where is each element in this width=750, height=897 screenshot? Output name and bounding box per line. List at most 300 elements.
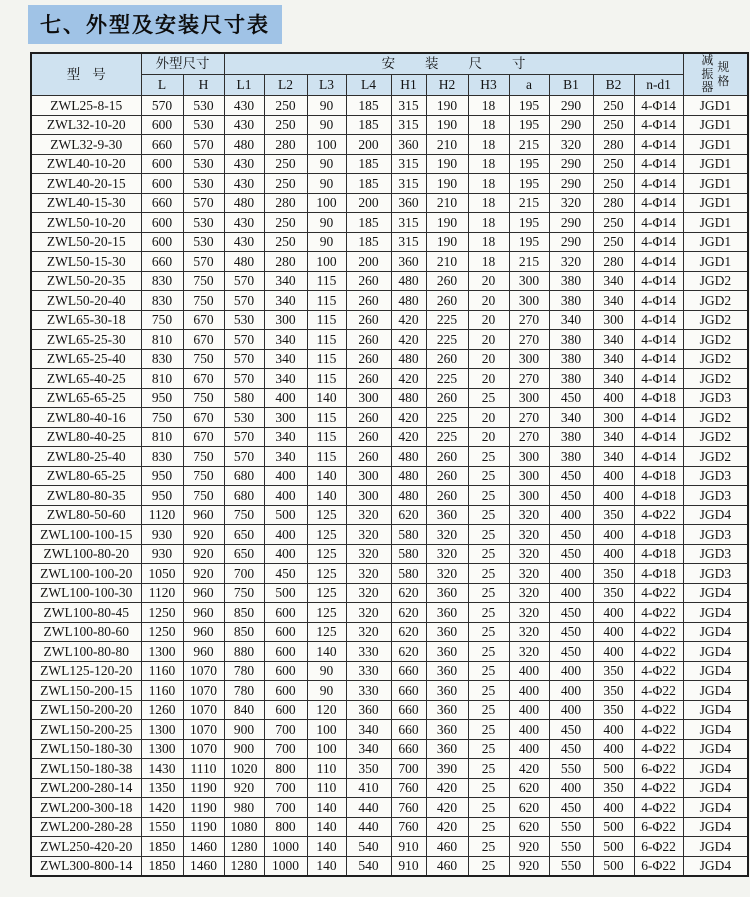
table-row	[31, 798, 748, 818]
cell-damper-spec: JGD2	[683, 330, 748, 350]
table-row	[31, 310, 748, 330]
cell-B2: 340	[593, 330, 634, 350]
cell-H3: 18	[468, 174, 509, 194]
cell-H2: 210	[426, 135, 468, 155]
cell-H: 670	[183, 330, 224, 350]
cell-a: 195	[509, 213, 549, 233]
cell-L2: 700	[264, 739, 307, 759]
cell-L: 830	[141, 447, 183, 467]
cell-a: 320	[509, 505, 549, 525]
cell-B1: 550	[549, 856, 593, 876]
cell-H: 750	[183, 291, 224, 311]
cell-L3: 125	[307, 564, 346, 584]
cell-H1: 420	[391, 408, 426, 428]
cell-damper-spec: JGD2	[683, 271, 748, 291]
cell-L1: 1280	[224, 856, 264, 876]
cell-H: 920	[183, 525, 224, 545]
cell-L: 930	[141, 525, 183, 545]
cell-L2: 1000	[264, 837, 307, 857]
cell-H1: 620	[391, 642, 426, 662]
cell-L3: 140	[307, 837, 346, 857]
cell-a: 215	[509, 193, 549, 213]
cell-B1: 400	[549, 700, 593, 720]
cell-H1: 580	[391, 564, 426, 584]
cell-L: 1120	[141, 583, 183, 603]
cell-H: 750	[183, 486, 224, 506]
cell-H3: 25	[468, 466, 509, 486]
cell-H: 570	[183, 193, 224, 213]
cell-H3: 25	[468, 739, 509, 759]
cell-B1: 400	[549, 583, 593, 603]
cell-L3: 100	[307, 193, 346, 213]
cell-n-d1: 6-Φ22	[634, 817, 683, 837]
cell-L4: 260	[346, 427, 391, 447]
cell-H3: 18	[468, 232, 509, 252]
cell-B2: 500	[593, 759, 634, 779]
cell-L2: 600	[264, 700, 307, 720]
cell-L4: 260	[346, 310, 391, 330]
cell-model: ZWL200-300-18	[31, 798, 141, 818]
cell-model: ZWL80-50-60	[31, 505, 141, 525]
cell-model: ZWL50-10-20	[31, 213, 141, 233]
cell-L4: 300	[346, 388, 391, 408]
cell-n-d1: 4-Φ22	[634, 681, 683, 701]
cell-H3: 20	[468, 271, 509, 291]
cell-L4: 200	[346, 193, 391, 213]
cell-H2: 320	[426, 544, 468, 564]
cell-L4: 185	[346, 232, 391, 252]
cell-damper-spec: JGD3	[683, 544, 748, 564]
cell-n-d1: 4-Φ14	[634, 193, 683, 213]
cell-n-d1: 4-Φ14	[634, 96, 683, 116]
cell-H2: 320	[426, 564, 468, 584]
table-row	[31, 583, 748, 603]
cell-L4: 340	[346, 720, 391, 740]
cell-n-d1: 4-Φ14	[634, 174, 683, 194]
cell-L: 810	[141, 330, 183, 350]
cell-H1: 480	[391, 486, 426, 506]
cell-H: 1190	[183, 798, 224, 818]
cell-H2: 420	[426, 817, 468, 837]
cell-H1: 760	[391, 778, 426, 798]
cell-L3: 100	[307, 720, 346, 740]
cell-L4: 260	[346, 369, 391, 389]
cell-H1: 360	[391, 135, 426, 155]
cell-L1: 750	[224, 583, 264, 603]
cell-H1: 910	[391, 856, 426, 876]
cell-damper-spec: JGD4	[683, 798, 748, 818]
cell-L3: 140	[307, 388, 346, 408]
cell-L1: 680	[224, 466, 264, 486]
cell-L2: 400	[264, 525, 307, 545]
cell-H2: 460	[426, 837, 468, 857]
cell-H1: 315	[391, 115, 426, 135]
header-B2: B2	[593, 74, 634, 95]
cell-L3: 125	[307, 622, 346, 642]
cell-H3: 20	[468, 369, 509, 389]
cell-n-d1: 4-Φ14	[634, 291, 683, 311]
cell-L3: 100	[307, 739, 346, 759]
cell-B2: 400	[593, 622, 634, 642]
cell-B1: 380	[549, 291, 593, 311]
cell-a: 300	[509, 271, 549, 291]
cell-H: 750	[183, 447, 224, 467]
cell-H1: 700	[391, 759, 426, 779]
cell-L1: 1020	[224, 759, 264, 779]
cell-H2: 225	[426, 330, 468, 350]
cell-B2: 500	[593, 856, 634, 876]
cell-model: ZWL200-280-14	[31, 778, 141, 798]
cell-H: 1070	[183, 700, 224, 720]
cell-L: 950	[141, 486, 183, 506]
cell-H2: 225	[426, 427, 468, 447]
cell-H: 750	[183, 349, 224, 369]
cell-L: 930	[141, 544, 183, 564]
cell-n-d1: 4-Φ14	[634, 154, 683, 174]
cell-model: ZWL150-200-15	[31, 681, 141, 701]
cell-L2: 340	[264, 330, 307, 350]
cell-H1: 315	[391, 232, 426, 252]
cell-a: 270	[509, 330, 549, 350]
cell-n-d1: 4-Φ22	[634, 778, 683, 798]
table-row	[31, 466, 748, 486]
cell-model: ZWL150-200-20	[31, 700, 141, 720]
cell-H1: 620	[391, 505, 426, 525]
cell-H3: 25	[468, 622, 509, 642]
cell-L3: 90	[307, 232, 346, 252]
cell-H2: 190	[426, 115, 468, 135]
cell-L2: 600	[264, 622, 307, 642]
cell-H2: 360	[426, 642, 468, 662]
cell-a: 620	[509, 778, 549, 798]
cell-B1: 450	[549, 622, 593, 642]
cell-L3: 110	[307, 759, 346, 779]
cell-H: 670	[183, 310, 224, 330]
cell-model: ZWL300-800-14	[31, 856, 141, 876]
cell-H3: 18	[468, 115, 509, 135]
cell-B1: 290	[549, 213, 593, 233]
cell-model: ZWL100-80-80	[31, 642, 141, 662]
cell-model: ZWL65-65-25	[31, 388, 141, 408]
table-row	[31, 349, 748, 369]
cell-H: 960	[183, 622, 224, 642]
header-damper-spec	[683, 53, 748, 96]
cell-a: 320	[509, 544, 549, 564]
table-row	[31, 115, 748, 135]
cell-H3: 25	[468, 778, 509, 798]
cell-H3: 25	[468, 564, 509, 584]
cell-damper-spec: JGD4	[683, 817, 748, 837]
cell-model: ZWL65-40-25	[31, 369, 141, 389]
cell-H1: 480	[391, 388, 426, 408]
cell-L3: 115	[307, 349, 346, 369]
cell-B2: 340	[593, 271, 634, 291]
cell-L1: 480	[224, 193, 264, 213]
table-row	[31, 739, 748, 759]
cell-B1: 400	[549, 778, 593, 798]
cell-B1: 450	[549, 720, 593, 740]
cell-B1: 320	[549, 252, 593, 272]
cell-B2: 400	[593, 544, 634, 564]
cell-L4: 330	[346, 681, 391, 701]
cell-model: ZWL32-9-30	[31, 135, 141, 155]
cell-damper-spec: JGD2	[683, 369, 748, 389]
cell-L2: 300	[264, 310, 307, 330]
cell-B2: 250	[593, 115, 634, 135]
cell-H2: 390	[426, 759, 468, 779]
cell-L4: 185	[346, 213, 391, 233]
cell-H1: 620	[391, 583, 426, 603]
cell-n-d1: 4-Φ18	[634, 388, 683, 408]
cell-B1: 290	[549, 154, 593, 174]
cell-H: 1190	[183, 817, 224, 837]
cell-L3: 115	[307, 330, 346, 350]
cell-L2: 340	[264, 291, 307, 311]
cell-model: ZWL150-200-25	[31, 720, 141, 740]
cell-a: 620	[509, 817, 549, 837]
cell-damper-spec: JGD4	[683, 759, 748, 779]
cell-H3: 25	[468, 388, 509, 408]
cell-L1: 750	[224, 505, 264, 525]
cell-n-d1: 4-Φ22	[634, 505, 683, 525]
cell-H3: 25	[468, 837, 509, 857]
cell-B1: 450	[549, 603, 593, 623]
cell-model: ZWL40-20-15	[31, 174, 141, 194]
cell-H3: 18	[468, 96, 509, 116]
cell-H2: 260	[426, 388, 468, 408]
cell-H2: 225	[426, 369, 468, 389]
cell-n-d1: 4-Φ14	[634, 271, 683, 291]
cell-H3: 20	[468, 349, 509, 369]
cell-L4: 260	[346, 408, 391, 428]
cell-B2: 400	[593, 466, 634, 486]
cell-L3: 90	[307, 154, 346, 174]
cell-L3: 90	[307, 213, 346, 233]
cell-L2: 400	[264, 388, 307, 408]
table-row	[31, 505, 748, 525]
cell-model: ZWL40-10-20	[31, 154, 141, 174]
cell-n-d1: 4-Φ22	[634, 603, 683, 623]
damper-label-right: 规格	[717, 60, 730, 88]
cell-L2: 280	[264, 193, 307, 213]
cell-L: 950	[141, 466, 183, 486]
cell-damper-spec: JGD3	[683, 388, 748, 408]
table-header	[31, 53, 748, 96]
cell-H2: 260	[426, 466, 468, 486]
cell-H1: 660	[391, 700, 426, 720]
cell-H3: 25	[468, 486, 509, 506]
table-row	[31, 427, 748, 447]
cell-model: ZWL65-25-30	[31, 330, 141, 350]
cell-L: 810	[141, 427, 183, 447]
cell-H2: 260	[426, 486, 468, 506]
cell-a: 195	[509, 96, 549, 116]
cell-L: 810	[141, 369, 183, 389]
cell-L2: 250	[264, 96, 307, 116]
cell-L3: 125	[307, 505, 346, 525]
header-L2: L2	[264, 74, 307, 95]
cell-L4: 260	[346, 291, 391, 311]
cell-damper-spec: JGD1	[683, 193, 748, 213]
cell-L: 600	[141, 115, 183, 135]
cell-L4: 200	[346, 252, 391, 272]
cell-H: 1190	[183, 778, 224, 798]
cell-H2: 360	[426, 505, 468, 525]
cell-L1: 1080	[224, 817, 264, 837]
cell-L1: 650	[224, 525, 264, 545]
damper-label-left: 减振器	[701, 53, 714, 95]
cell-L4: 320	[346, 564, 391, 584]
cell-H2: 260	[426, 349, 468, 369]
cell-damper-spec: JGD1	[683, 213, 748, 233]
cell-H3: 25	[468, 681, 509, 701]
cell-B1: 450	[549, 388, 593, 408]
cell-H1: 420	[391, 330, 426, 350]
cell-B1: 380	[549, 349, 593, 369]
table-row	[31, 330, 748, 350]
cell-L3: 115	[307, 291, 346, 311]
cell-H: 960	[183, 505, 224, 525]
cell-L4: 320	[346, 603, 391, 623]
cell-H: 1070	[183, 661, 224, 681]
cell-L1: 850	[224, 603, 264, 623]
table-row	[31, 271, 748, 291]
dimensions-table	[30, 52, 749, 877]
header-L3: L3	[307, 74, 346, 95]
table-row	[31, 622, 748, 642]
cell-damper-spec: JGD2	[683, 427, 748, 447]
cell-a: 400	[509, 700, 549, 720]
cell-H1: 315	[391, 174, 426, 194]
cell-H3: 25	[468, 798, 509, 818]
cell-B1: 290	[549, 232, 593, 252]
cell-L2: 340	[264, 369, 307, 389]
table-row	[31, 661, 748, 681]
cell-L: 660	[141, 252, 183, 272]
cell-L: 1120	[141, 505, 183, 525]
cell-B2: 400	[593, 739, 634, 759]
cell-H3: 20	[468, 427, 509, 447]
cell-L2: 700	[264, 778, 307, 798]
cell-a: 400	[509, 681, 549, 701]
table-row	[31, 837, 748, 857]
cell-L: 600	[141, 213, 183, 233]
cell-L3: 90	[307, 96, 346, 116]
cell-H1: 620	[391, 603, 426, 623]
cell-L1: 880	[224, 642, 264, 662]
cell-H1: 315	[391, 96, 426, 116]
cell-B2: 300	[593, 310, 634, 330]
cell-B2: 350	[593, 505, 634, 525]
cell-H1: 580	[391, 544, 426, 564]
cell-L4: 260	[346, 330, 391, 350]
table-row	[31, 486, 748, 506]
cell-L1: 840	[224, 700, 264, 720]
table-row	[31, 193, 748, 213]
cell-a: 320	[509, 583, 549, 603]
cell-a: 920	[509, 856, 549, 876]
cell-L2: 700	[264, 798, 307, 818]
cell-B2: 350	[593, 700, 634, 720]
cell-L1: 430	[224, 96, 264, 116]
cell-a: 320	[509, 525, 549, 545]
cell-a: 400	[509, 739, 549, 759]
cell-H1: 315	[391, 213, 426, 233]
cell-B1: 290	[549, 96, 593, 116]
cell-H2: 360	[426, 720, 468, 740]
header-H1: H1	[391, 74, 426, 95]
cell-damper-spec: JGD4	[683, 856, 748, 876]
cell-L3: 140	[307, 856, 346, 876]
cell-a: 300	[509, 349, 549, 369]
cell-damper-spec: JGD4	[683, 739, 748, 759]
cell-L1: 530	[224, 408, 264, 428]
cell-L2: 250	[264, 213, 307, 233]
cell-H2: 360	[426, 661, 468, 681]
cell-L: 950	[141, 388, 183, 408]
cell-L3: 140	[307, 817, 346, 837]
table-row	[31, 700, 748, 720]
cell-H3: 25	[468, 759, 509, 779]
cell-B2: 400	[593, 603, 634, 623]
table-row	[31, 408, 748, 428]
cell-H2: 190	[426, 174, 468, 194]
cell-H1: 480	[391, 291, 426, 311]
cell-L1: 480	[224, 135, 264, 155]
cell-n-d1: 4-Φ14	[634, 447, 683, 467]
cell-H1: 480	[391, 271, 426, 291]
cell-n-d1: 4-Φ22	[634, 720, 683, 740]
cell-H: 1460	[183, 856, 224, 876]
cell-H3: 20	[468, 408, 509, 428]
cell-model: ZWL65-30-18	[31, 310, 141, 330]
cell-damper-spec: JGD4	[683, 642, 748, 662]
cell-L1: 780	[224, 661, 264, 681]
cell-H: 670	[183, 408, 224, 428]
cell-L4: 330	[346, 642, 391, 662]
cell-a: 400	[509, 661, 549, 681]
cell-L1: 480	[224, 252, 264, 272]
cell-B1: 450	[549, 544, 593, 564]
cell-B1: 400	[549, 505, 593, 525]
cell-H2: 190	[426, 213, 468, 233]
cell-H3: 25	[468, 525, 509, 545]
cell-L3: 100	[307, 252, 346, 272]
cell-H: 530	[183, 232, 224, 252]
cell-B1: 380	[549, 447, 593, 467]
cell-H3: 25	[468, 817, 509, 837]
cell-L: 1550	[141, 817, 183, 837]
cell-H2: 225	[426, 310, 468, 330]
cell-a: 270	[509, 369, 549, 389]
cell-L2: 250	[264, 174, 307, 194]
cell-L1: 580	[224, 388, 264, 408]
cell-model: ZWL32-10-20	[31, 115, 141, 135]
cell-n-d1: 4-Φ18	[634, 466, 683, 486]
cell-a: 300	[509, 447, 549, 467]
cell-H2: 260	[426, 291, 468, 311]
cell-a: 320	[509, 642, 549, 662]
cell-B2: 280	[593, 252, 634, 272]
cell-B2: 250	[593, 96, 634, 116]
cell-H: 920	[183, 564, 224, 584]
cell-a: 270	[509, 427, 549, 447]
table-row	[31, 232, 748, 252]
cell-B1: 340	[549, 408, 593, 428]
cell-B2: 250	[593, 213, 634, 233]
header-L1: L1	[224, 74, 264, 95]
cell-H: 960	[183, 603, 224, 623]
